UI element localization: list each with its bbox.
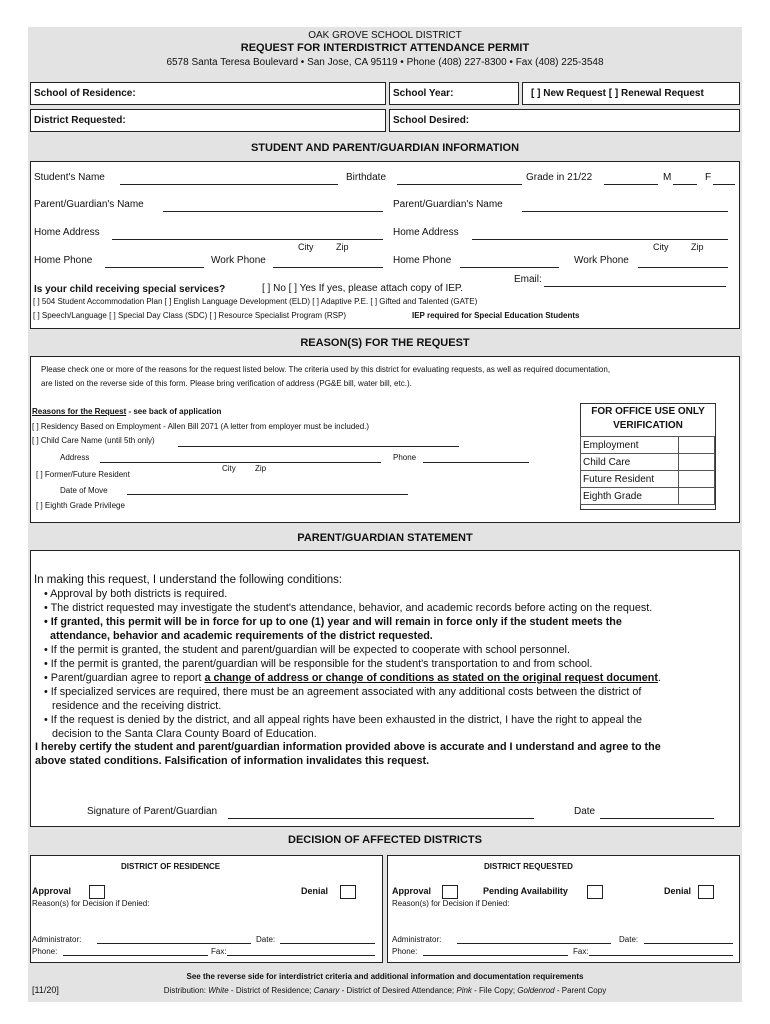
district-requested-box: [387, 855, 740, 963]
requested-denial-label: Denial: [664, 886, 692, 896]
school-desired-field[interactable]: [389, 109, 740, 132]
residence-approval-label: Approval: [32, 886, 72, 896]
school-desired-label: School Desired:: [393, 115, 470, 126]
iep-required-note: IEP required for Special Education Students: [412, 311, 580, 320]
requested-administrator-label: Administrator:: [392, 935, 442, 944]
office-row-check[interactable]: [679, 471, 715, 488]
gender-f-label: F: [705, 172, 712, 183]
home-phone-label-1: Home Phone: [34, 255, 93, 266]
decision-section-heading: DECISION OF AFFECTED DISTRICTS: [288, 834, 482, 846]
requested-district-title: DISTRICT REQUESTED: [484, 862, 573, 871]
office-use-title: FOR OFFICE USE ONLY: [591, 406, 705, 417]
office-use-box: [580, 403, 716, 510]
city-label-2: City: [653, 242, 669, 252]
district-of-residence-box: [30, 855, 383, 963]
city-label-1: City: [298, 242, 314, 252]
statement-bullet-6-a: • Parent/guardian agree to report: [44, 672, 205, 684]
requested-date-line[interactable]: [644, 943, 733, 944]
form-title: REQUEST FOR INTERDISTRICT ATTENDANCE PERMIT: [240, 42, 530, 54]
statement-bullet-7a: • If specialized services are required, there must be an agreement associated with any additional costs between the district of: [44, 686, 642, 698]
office-row-eighth-grade: [581, 488, 715, 505]
requested-date-label: Date:: [619, 935, 639, 944]
statement-bullet-4: • If the permit is granted, the student and parent/guardian will be expected to cooperate with school personnel.: [44, 644, 570, 656]
signature-date-label: Date: [574, 806, 596, 817]
statement-bullet-2: • The district requested may investigate the student's attendance, behavior, and academic records before acting on the request.: [44, 602, 653, 614]
statement-bullet-1: • Approval by both districts is required.: [44, 588, 228, 600]
home-address-line-2[interactable]: [472, 239, 728, 240]
gender-f-line[interactable]: [713, 184, 735, 185]
footer-distribution: [0, 986, 770, 995]
work-phone-label-1: Work Phone: [211, 255, 266, 266]
services-list-2[interactable]: [ ] Speech/Language [ ] Special Day Class (SDC) [ ] Resource Specialist Program (RSP): [33, 311, 347, 320]
statement-bullet-8b: decision to the Santa Clara County Board of Education.: [52, 728, 317, 740]
requested-approval-checkbox[interactable]: [442, 885, 458, 899]
school-of-residence-label: School of Residence:: [34, 88, 136, 99]
child-care-phone-label: Phone: [393, 453, 417, 462]
residence-phone-label: Phone:: [32, 947, 58, 956]
office-row-label: Eighth Grade: [581, 488, 679, 505]
child-care-address-line[interactable]: [100, 462, 381, 463]
child-care-zip-label: Zip: [255, 464, 267, 473]
distribution-canary: Canary: [313, 986, 340, 995]
reasons-intro-2: are listed on the reverse side of this form. Please bring verification of address (PG&E bill, water bill, etc.).: [41, 379, 412, 388]
home-address-label-1: Home Address: [34, 227, 100, 238]
statement-bullet-3a: • If granted, this permit will be in force for up to one (1) year and will remain in force only if the student meets the: [44, 616, 622, 628]
child-care-name-line[interactable]: [178, 446, 459, 447]
residence-date-line[interactable]: [280, 943, 375, 944]
requested-pending-checkbox[interactable]: [587, 885, 603, 899]
office-row-check[interactable]: [679, 437, 715, 454]
certification-line-1: I hereby certify the student and parent/guardian information provided above is accurate and I understand and agree to the: [35, 741, 661, 753]
residence-approval-checkbox[interactable]: [89, 885, 105, 899]
date-of-move-label: Date of Move: [60, 486, 108, 495]
child-care-address-label: Address: [60, 453, 90, 462]
home-phone-line-2[interactable]: [460, 267, 559, 268]
residence-date-label: Date:: [256, 935, 276, 944]
signature-line[interactable]: [228, 818, 534, 819]
requested-phone-line[interactable]: [423, 955, 568, 956]
reasons-title-text: Reasons for the Request: [32, 407, 127, 416]
work-phone-line-2[interactable]: [638, 267, 728, 268]
email-label: Email:: [514, 274, 542, 285]
reasons-intro-1: Please check one or more of the reasons for the request listed below. The criteria used by this district for evaluating requests, as well as required documentation,: [41, 365, 611, 374]
office-row-future-resident: [581, 471, 715, 488]
reasons-section-heading: REASON(S) FOR THE REQUEST: [300, 337, 470, 349]
requested-phone-label: Phone:: [392, 947, 418, 956]
email-line[interactable]: [544, 286, 726, 287]
parent-name-label-1: Parent/Guardian's Name: [34, 199, 144, 210]
home-phone-line-1[interactable]: [105, 267, 204, 268]
distribution-canary-text: - District of Desired Attendance;: [339, 986, 457, 995]
gender-m-line[interactable]: [673, 184, 697, 185]
reason-former-future-resident[interactable]: [ ] Former/Future Resident: [36, 470, 130, 479]
statement-bullet-6-b: a change of address or change of conditions as stated on the original request document: [204, 672, 658, 684]
parent-name-label-2: Parent/Guardian's Name: [393, 199, 503, 210]
form-revision-code: [11/20]: [32, 985, 59, 995]
residence-fax-line[interactable]: [227, 955, 375, 956]
statement-bullet-6-c: .: [657, 672, 661, 684]
special-services-options[interactable]: [ ] No [ ] Yes If yes, please attach copy of IEP.: [262, 283, 464, 294]
gender-m-label: M: [663, 172, 672, 183]
requested-reasons-label: Reason(s) for Decision if Denied:: [392, 899, 510, 908]
residence-fax-label: Fax:: [211, 947, 227, 956]
statement-bullet-3b: attendance, behavior and academic requirements of the district requested.: [50, 630, 433, 642]
requested-pending-label: Pending Availability: [483, 886, 568, 896]
district-requested-label: District Requested:: [34, 115, 126, 126]
grade-line[interactable]: [604, 184, 658, 185]
residence-administrator-label: Administrator:: [32, 935, 82, 944]
signature-date-line[interactable]: [600, 818, 714, 819]
distribution-pink: Pink: [456, 986, 472, 995]
school-of-residence-field[interactable]: [30, 82, 386, 105]
distribution-goldenrod-text: - Parent Copy: [554, 986, 607, 995]
grade-label: Grade in 21/22: [526, 172, 593, 183]
students-name-line[interactable]: [120, 184, 338, 185]
statement-bullet-7b: residence and the receiving district.: [52, 700, 222, 712]
school-year-label: School Year:: [393, 88, 454, 99]
district-requested-field[interactable]: [30, 109, 386, 132]
work-phone-line-1[interactable]: [273, 267, 383, 268]
signature-label: Signature of Parent/Guardian: [87, 806, 218, 817]
requested-administrator-line[interactable]: [457, 943, 611, 944]
home-address-label-2: Home Address: [393, 227, 459, 238]
child-care-phone-line[interactable]: [423, 462, 529, 463]
office-use-table: [580, 436, 715, 505]
birthdate-line[interactable]: [397, 184, 522, 185]
residence-administrator-line[interactable]: [97, 943, 251, 944]
distribution-white: White: [208, 986, 229, 995]
services-list-1[interactable]: [ ] 504 Student Accommodation Plan [ ] English Language Development (ELD) [ ] Adaptive P.E. [ ] Gifted and Talented (GATE): [33, 297, 478, 306]
reasons-title: [32, 407, 221, 416]
requested-fax-label: Fax:: [573, 947, 589, 956]
students-name-label: Student's Name: [34, 172, 105, 183]
footer-reverse-note: See the reverse side for interdistrict criteria and additional information and documentation requirements: [186, 972, 584, 981]
residence-reasons-label: Reason(s) for Decision if Denied:: [32, 899, 150, 908]
office-row-check[interactable]: [679, 454, 715, 471]
residence-phone-line[interactable]: [63, 955, 208, 956]
distribution-white-text: - District of Residence;: [228, 986, 314, 995]
office-row-child-care: [581, 454, 715, 471]
office-row-label: Child Care: [581, 454, 679, 471]
requested-fax-line[interactable]: [589, 955, 733, 956]
date-of-move-line[interactable]: [127, 494, 408, 495]
reason-child-care[interactable]: [ ] Child Care Name (until 5th only): [32, 436, 155, 445]
request-type-field[interactable]: [522, 82, 740, 105]
parent-name-line-2[interactable]: [522, 211, 728, 212]
district-name: OAK GROVE SCHOOL DISTRICT: [308, 30, 462, 41]
district-address: 6578 Santa Teresa Boulevard • San Jose, CA 95119 • Phone (408) 227-8300 • Fax (408) 225-3548: [166, 57, 604, 68]
office-row-label: Employment: [581, 437, 679, 454]
reason-eighth-grade[interactable]: [ ] Eighth Grade Privilege: [36, 501, 125, 510]
requested-approval-label: Approval: [392, 886, 432, 896]
home-address-line-1[interactable]: [112, 239, 383, 240]
reasons-title-note: - see back of application: [126, 407, 222, 416]
residence-denial-checkbox[interactable]: [340, 885, 356, 899]
office-row-check[interactable]: [679, 488, 715, 505]
school-year-field[interactable]: [389, 82, 519, 105]
child-care-city-label: City: [222, 464, 236, 473]
statement-bullet-5: • If the permit is granted, the parent/guardian will be responsible for the student's transportation to and from school.: [44, 658, 593, 670]
work-phone-label-2: Work Phone: [574, 255, 629, 266]
reason-employment[interactable]: [ ] Residency Based on Employment - Allen Bill 2071 (A letter from employer must be included.): [32, 422, 370, 431]
student-section-heading: STUDENT AND PARENT/GUARDIAN INFORMATION: [250, 142, 520, 154]
certification-line-2: above stated conditions. Falsification of information invalidates this request.: [35, 755, 430, 767]
special-services-question: Is your child receiving special services?: [34, 284, 226, 295]
statement-bullet-6: [44, 672, 661, 686]
residence-district-title: DISTRICT OF RESIDENCE: [121, 862, 221, 871]
statement-section-heading: PARENT/GUARDIAN STATEMENT: [297, 532, 473, 544]
zip-label-1: Zip: [336, 242, 349, 252]
statement-intro: In making this request, I understand the following conditions:: [34, 574, 343, 586]
home-phone-label-2: Home Phone: [393, 255, 452, 266]
statement-bullet-8a: • If the request is denied by the district, and all appeal rights have been exhausted in the district, I have the right to appeal the: [44, 714, 642, 726]
requested-denial-checkbox[interactable]: [698, 885, 714, 899]
verification-title: VERIFICATION: [613, 420, 683, 431]
distribution-pink-text: - File Copy;: [471, 986, 518, 995]
distribution-goldenrod: Goldenrod: [517, 986, 555, 995]
zip-label-2: Zip: [691, 242, 704, 252]
distribution-prefix: Distribution:: [163, 986, 209, 995]
office-row-employment: [581, 437, 715, 454]
birthdate-label: Birthdate: [346, 172, 387, 183]
parent-name-line-1[interactable]: [163, 211, 383, 212]
request-type-label: [ ] New Request [ ] Renewal Request: [531, 88, 704, 99]
office-row-label: Future Resident: [581, 471, 679, 488]
residence-denial-label: Denial: [301, 886, 329, 896]
